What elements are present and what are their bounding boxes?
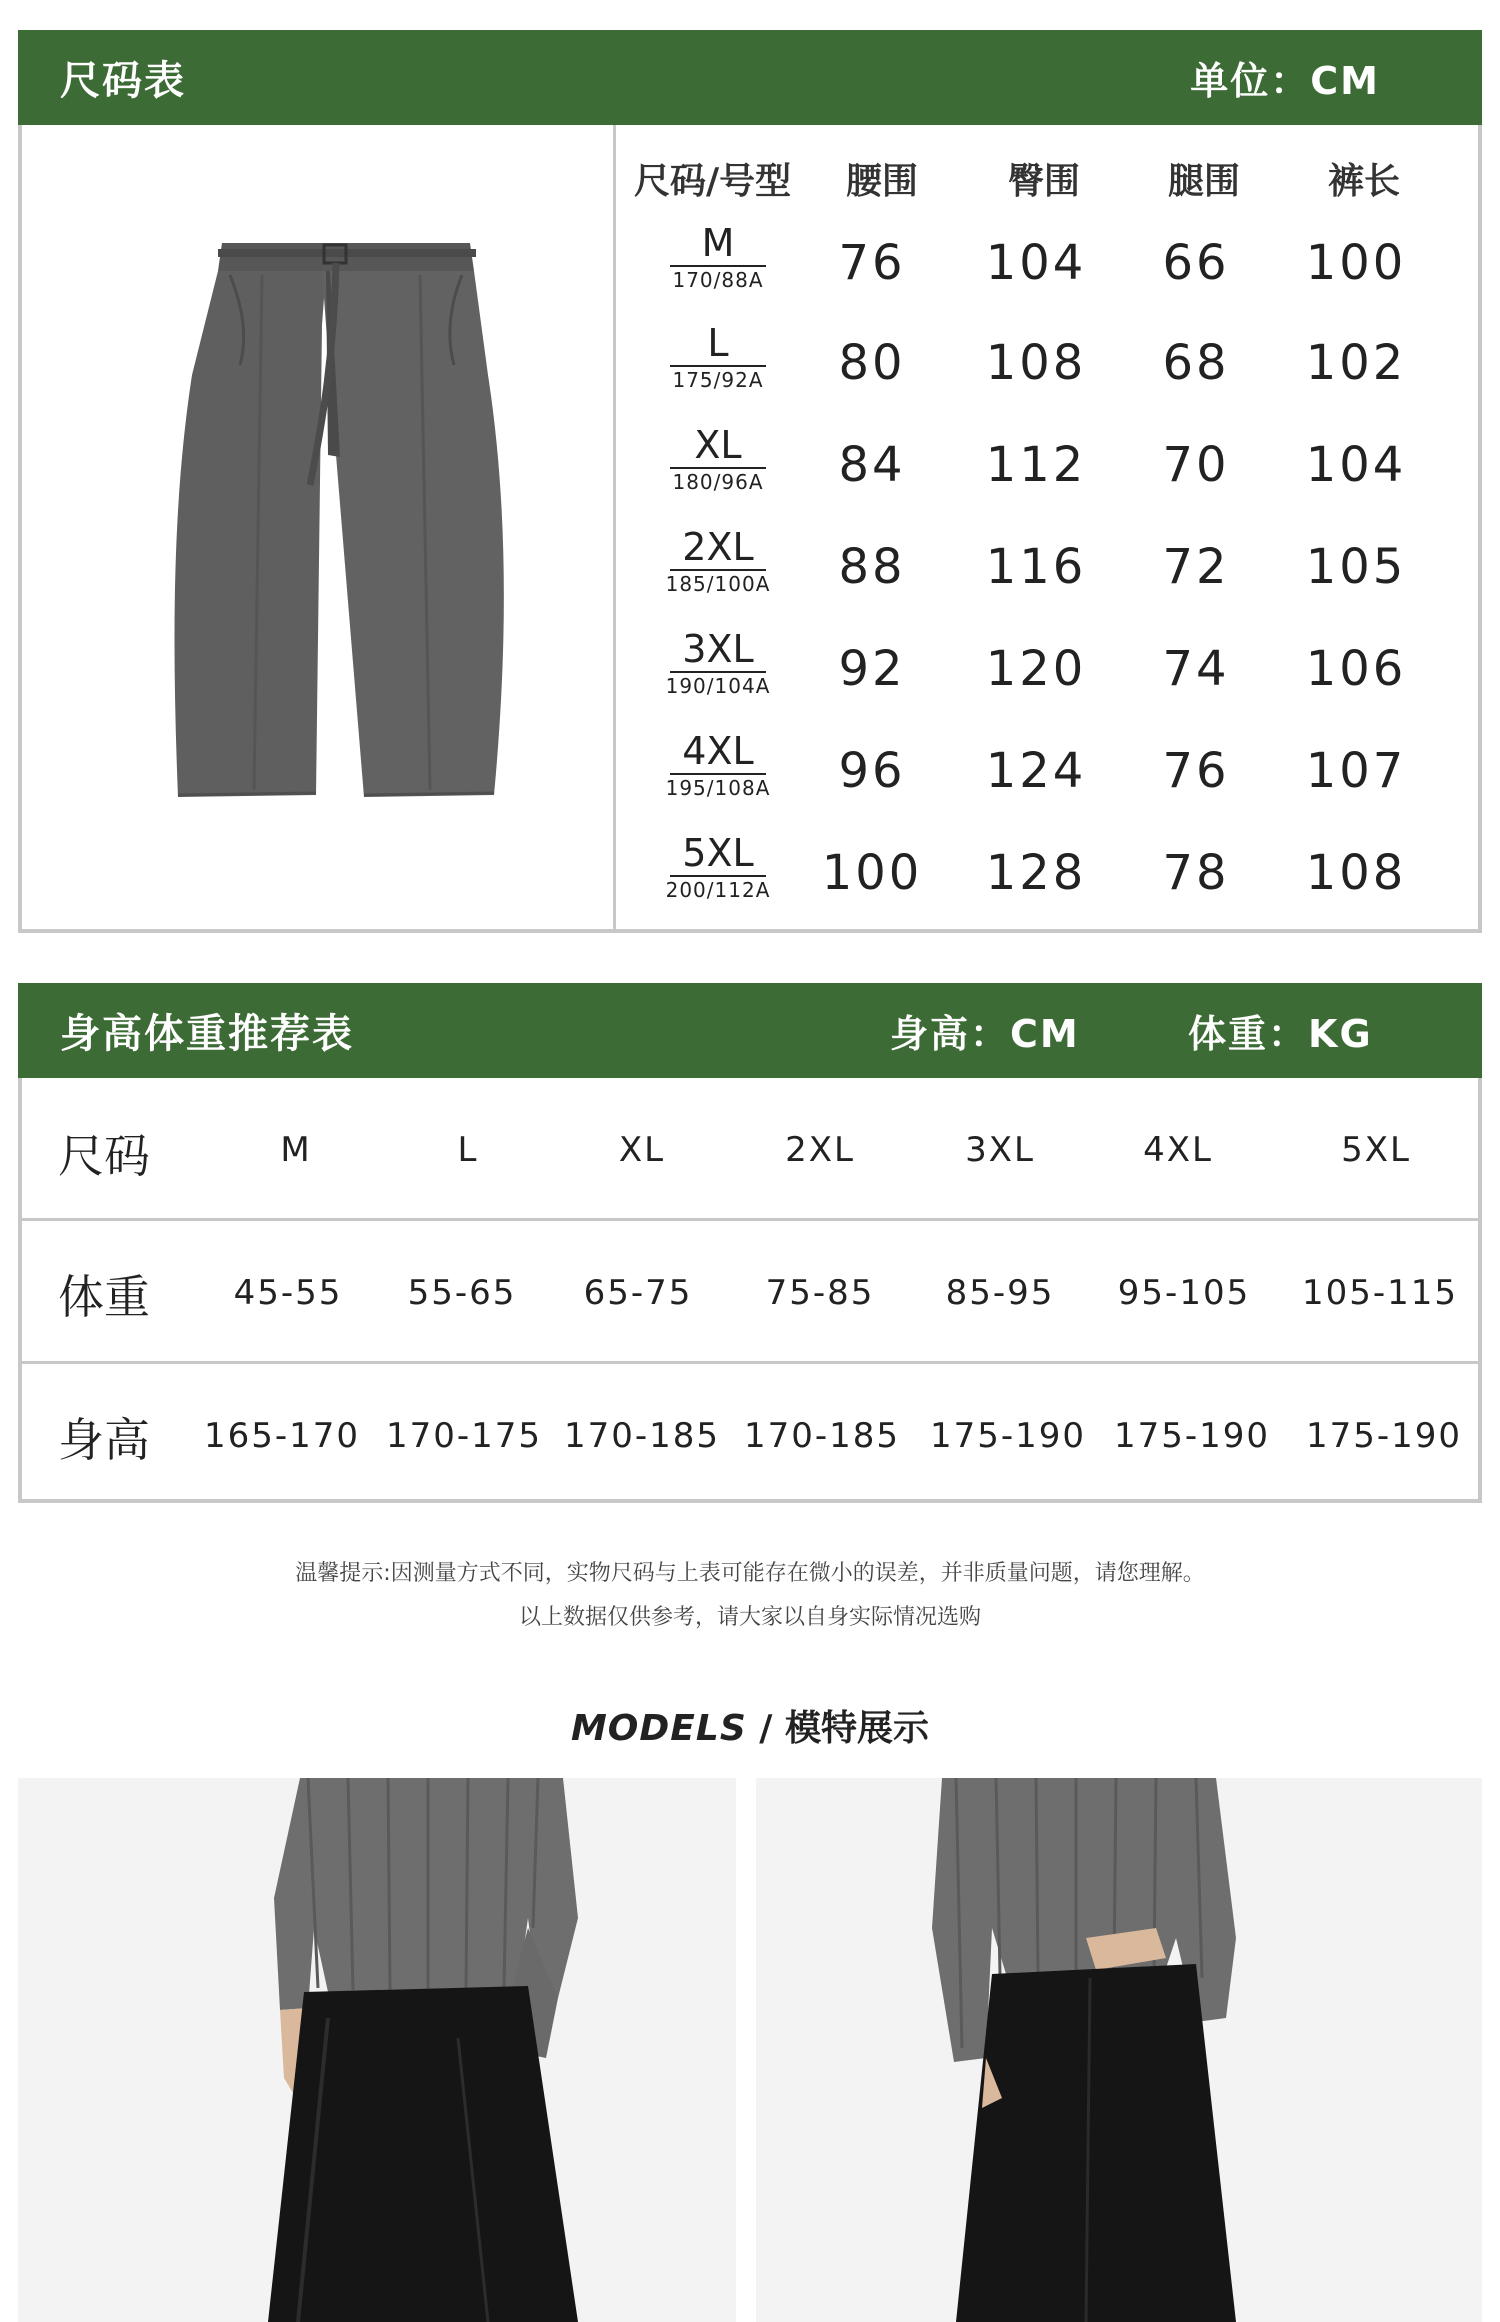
rec-height-cell: 170-175: [385, 1416, 543, 1456]
rec-height-cell: 175-190: [929, 1416, 1087, 1456]
size-chart-body: [18, 125, 1482, 933]
size-row: [616, 323, 1478, 423]
models-title-separator: /: [746, 1708, 785, 1749]
rec-size-cell: 5XL: [1341, 1130, 1411, 1170]
size-spec: 195/108A: [665, 776, 771, 800]
hip-value: 116: [985, 539, 1087, 595]
length-value: 102: [1305, 335, 1407, 391]
rec-weight-row: [22, 1221, 1478, 1361]
hip-value: 108: [985, 335, 1087, 391]
rec-height-cell: 175-190: [1305, 1416, 1463, 1456]
size-spec-cell: [658, 323, 778, 391]
size-label: 4XL: [682, 729, 754, 773]
fraction-line: [670, 875, 766, 877]
size-spec: 200/112A: [665, 878, 771, 902]
rec-height-cell: 170-185: [743, 1416, 901, 1456]
size-spec: 170/88A: [672, 268, 764, 292]
height-unit: 身高：CM: [890, 1012, 1080, 1056]
rec-height-cell: 170-185: [563, 1416, 721, 1456]
waist-value: 96: [838, 743, 906, 799]
waist-value: 92: [838, 641, 906, 697]
size-spec-cell: [658, 425, 778, 493]
waist-value: 76: [838, 235, 906, 291]
header-waist: 腰围: [846, 161, 919, 202]
thigh-value: 72: [1162, 539, 1230, 595]
rec-size-cell: L: [457, 1130, 479, 1170]
size-spec: 185/100A: [665, 572, 771, 596]
size-row: [616, 629, 1478, 729]
thigh-value: 66: [1162, 235, 1230, 291]
length-value: 108: [1305, 845, 1407, 901]
rec-size-cell: 4XL: [1143, 1130, 1213, 1170]
size-spec-cell: [658, 527, 778, 595]
rec-size-label: 尺码: [58, 1129, 150, 1183]
fraction-line: [670, 773, 766, 775]
hip-value: 112: [985, 437, 1087, 493]
rec-weight-cell: 45-55: [233, 1273, 343, 1313]
fraction-line: [670, 265, 766, 267]
rec-height-row: [22, 1364, 1478, 1504]
rec-height-cell: 175-190: [1113, 1416, 1271, 1456]
models-title-en: MODELS: [570, 1708, 747, 1749]
model-front-illustration: [18, 1778, 736, 2322]
waist-value: 84: [838, 437, 906, 493]
size-label: 3XL: [682, 627, 754, 671]
rec-size-cell: M: [280, 1130, 312, 1170]
weight-unit: 体重：KG: [1188, 1012, 1373, 1056]
recommend-section: [18, 983, 1482, 1503]
model-back-illustration: [756, 1778, 1482, 2322]
header-hip: 臀围: [1008, 161, 1081, 202]
fraction-line: [670, 671, 766, 673]
size-row: [616, 731, 1478, 831]
thigh-value: 76: [1162, 743, 1230, 799]
pants-product-image: [22, 125, 612, 929]
hip-value: 120: [985, 641, 1087, 697]
size-table: [616, 125, 1478, 929]
fraction-line: [670, 365, 766, 367]
fraction-line: [670, 467, 766, 469]
size-spec-cell: [658, 629, 778, 697]
header-length: 裤长: [1328, 161, 1401, 202]
recommend-body: [18, 1078, 1482, 1503]
length-value: 105: [1305, 539, 1407, 595]
header-thigh: 腿围: [1168, 161, 1241, 202]
size-row: [616, 527, 1478, 627]
rec-weight-cell: 95-105: [1117, 1273, 1251, 1313]
size-label: L: [707, 321, 729, 365]
fraction-line: [670, 569, 766, 571]
hip-value: 124: [985, 743, 1087, 799]
size-spec: 190/104A: [665, 674, 771, 698]
size-chart-header: [18, 30, 1482, 125]
rec-weight-cell: 55-65: [407, 1273, 517, 1313]
size-spec: 175/92A: [672, 368, 764, 392]
hip-value: 128: [985, 845, 1087, 901]
size-chart-title: 尺码表: [60, 58, 186, 104]
models-title-cn: 模特展示: [784, 1708, 929, 1749]
rec-size-cell: XL: [618, 1130, 666, 1170]
recommend-title: 身高体重推荐表: [60, 1011, 354, 1057]
length-value: 106: [1305, 641, 1407, 697]
rec-height-cell: 165-170: [203, 1416, 361, 1456]
size-spec: 180/96A: [672, 470, 764, 494]
size-label: 5XL: [682, 831, 754, 875]
waist-value: 88: [838, 539, 906, 595]
note-line-1: 温馨提示:因测量方式不同，实物尺码与上表可能存在微小的误差，并非质量问题，请您理解。: [295, 1561, 1205, 1586]
size-chart-section: [18, 30, 1482, 933]
rec-height-label: 身高: [58, 1413, 150, 1467]
models-title: [0, 1700, 1500, 1751]
hip-value: 104: [985, 235, 1087, 291]
pants-illustration: [22, 125, 612, 933]
rec-weight-cell: 85-95: [945, 1273, 1055, 1313]
rec-size-cell: 2XL: [785, 1130, 855, 1170]
size-label: 2XL: [682, 525, 754, 569]
rec-weight-cell: 75-85: [765, 1273, 875, 1313]
waist-value: 100: [821, 845, 923, 901]
length-value: 107: [1305, 743, 1407, 799]
size-spec-cell: [658, 223, 778, 291]
size-spec-cell: [658, 833, 778, 901]
rec-weight-cell: 105-115: [1301, 1273, 1459, 1313]
rec-weight-cell: 65-75: [583, 1273, 693, 1313]
note-line-2: 以上数据仅供参考，请大家以自身实际情况选购: [518, 1605, 981, 1630]
thigh-value: 74: [1162, 641, 1230, 697]
length-value: 100: [1305, 235, 1407, 291]
size-row: [616, 425, 1478, 525]
waist-value: 80: [838, 335, 906, 391]
size-spec-cell: [658, 731, 778, 799]
size-row: [616, 833, 1478, 933]
thigh-value: 78: [1162, 845, 1230, 901]
thigh-value: 68: [1162, 335, 1230, 391]
size-label: M: [701, 221, 735, 265]
rec-size-row: [22, 1078, 1478, 1218]
size-chart-unit: 单位：CM: [1190, 59, 1380, 103]
model-photo-front: [18, 1778, 736, 2322]
rec-size-cell: 3XL: [965, 1130, 1035, 1170]
rec-weight-label: 体重: [58, 1270, 150, 1324]
model-photo-back: [756, 1778, 1482, 2322]
length-value: 104: [1305, 437, 1407, 493]
size-label: XL: [694, 423, 742, 467]
size-row: [616, 223, 1478, 323]
thigh-value: 70: [1162, 437, 1230, 493]
recommend-header: [18, 983, 1482, 1078]
header-size-spec: 尺码/号型: [634, 161, 792, 202]
